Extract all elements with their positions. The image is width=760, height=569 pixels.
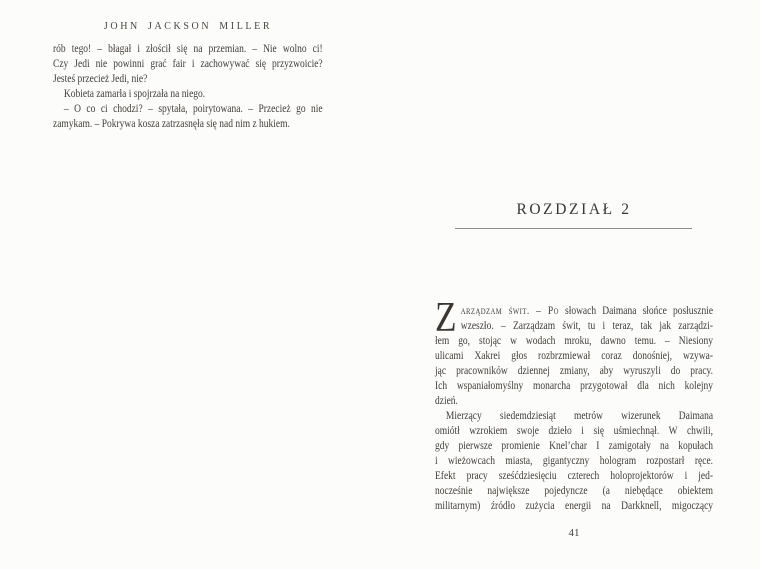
text-line: Efekt pracy sześćdziesięciu czterech holoprojektorów i jed- [435, 470, 714, 482]
text-line [435, 304, 713, 319]
text-line: militarnym) źródło zużycia energii na Darkknell, migoczący [435, 500, 714, 512]
drop-cap: Z [435, 295, 457, 341]
text-line: Czy Jedi nie powinni grać fair i zachowywać się przyzwoicie? [53, 58, 323, 70]
text-line: – O co ci chodzi? – spytała, poirytowana. – Przecież go nie [63, 103, 323, 115]
text-line: rób tego! – błagał i złościł się na przemian. – Nie wolno ci! [53, 43, 323, 55]
text-line: gdy pierwsze promienie Knel’char I zamigotały na kopułach [435, 440, 714, 452]
text-line: omiótł wzrokiem swoje dzieło i się uśmiechnął. W chwili, [435, 425, 714, 437]
text-line: Mierzący siedemdziesiąt metrów wizerunek Daimana [445, 410, 714, 422]
page-number: 41 [568, 527, 580, 539]
text-line: wzeszło. – Zarządzam świt, tu i teraz, tak jak zarządzi- [460, 320, 714, 332]
paragraph [53, 42, 323, 87]
running-header: JOHN JACKSON MILLER [103, 21, 273, 32]
paragraph [435, 409, 713, 514]
small-caps-opening: arządzam świt. – Po [460, 305, 559, 317]
paragraph [53, 87, 323, 102]
right-page-text [435, 295, 714, 514]
text-line: nocześnie największe pojedyncze (a niebędące obiektem [435, 485, 714, 497]
text-line: Ich wspaniałomyślny monarcha przygotował dla nich kolejny [435, 380, 714, 392]
chapter-heading: ROZDZIAŁ 2 [516, 201, 632, 218]
text-line: i wieżowcach miasta, gigantyczny hologram rozpostarł ręce. [435, 455, 714, 467]
paragraph [53, 102, 323, 132]
text-line: ulicami Xakrei głos rozbrzmiewał coraz donośniej, wzywa- [435, 350, 714, 362]
left-page-text [53, 42, 323, 132]
heading-rule [455, 228, 692, 229]
text-line: Jesteś przecież Jedi, nie? [53, 73, 148, 85]
text-line: jąc pracowników dziennej zmiany, aby wyruszyli do pracy. [435, 365, 714, 377]
opening-paragraph [435, 295, 714, 409]
text-line: dzień. [435, 395, 458, 407]
text-line: łem go, stojąc w wodach mroku, dawno temu. – Niesiony [435, 335, 714, 347]
opening-line-rest: słowach Daimana słońce posłusznie [558, 305, 714, 317]
text-line: zamykam. – Pokrywa kosza zatrzasnęła się nad nim z hukiem. [53, 118, 290, 130]
text-line: Kobieta zamarła i spojrzała na niego. [63, 88, 206, 100]
